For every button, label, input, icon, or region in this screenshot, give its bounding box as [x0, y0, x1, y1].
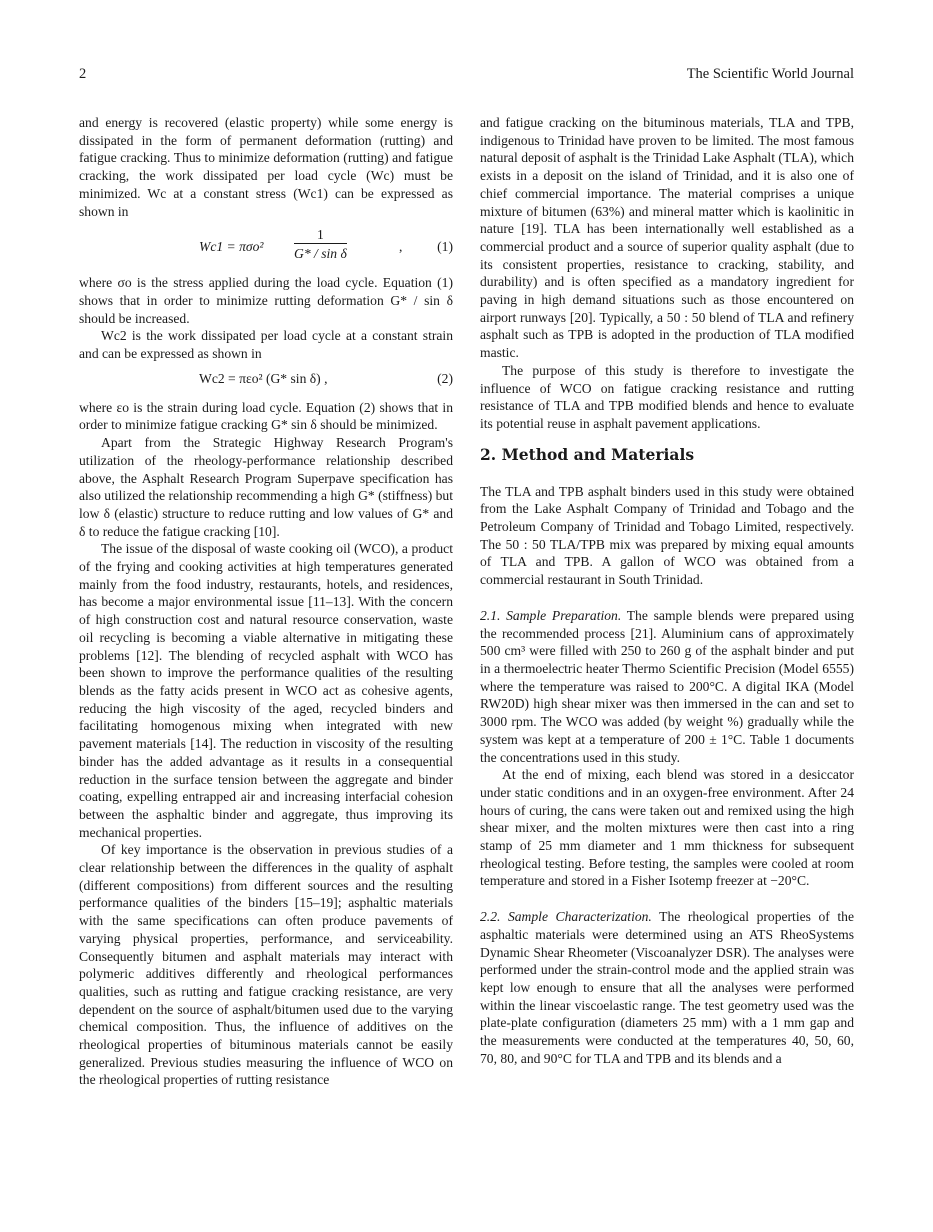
equation-2	[79, 367, 453, 393]
paragraph: and energy is recovered (elastic property) while some energy is dissipated in the form of permanent deformation (rutting) and fatigue cracking. Thus to minimize deformation (rutting) and fatigue cracking, the work dissipated per load cycle (Wc) must be minimized. Wc at a constant stress (Wc1) can be expressed as shown in	[79, 115, 453, 219]
equation-number: (1)	[437, 239, 453, 255]
paragraph: At the end of mixing, each blend was stored in a desiccator under static conditions and in an oxygen-free environment. After 24 hours of curing, the cans were taken out and remixed using the high shear mixer, and the molten mixtures were then cast into a ring stamp of 25 mm diameter and 1 mm thickness for subsequent rheological testing. Before testing, the samples were cooled at room temperature and stored in a Fisher Isotemp freezer at −20°C.	[480, 767, 854, 889]
paragraph: Wc2 is the work dissipated per load cycle at a constant strain and can be expressed as shown in	[79, 328, 453, 362]
equation-lhs: Wc1 = πσo²	[199, 239, 264, 255]
paragraph: Apart from the Strategic Highway Research Program's utilization of the rheology-performance relationship described above, the Asphalt Research Program Superpave specification has also utilized the relationship recommending a high G* (stiffness) but low δ (elastic) structure to reduce rutting and low values of G* and δ to reduce the fatigue cracking [10].	[79, 435, 453, 539]
equation-body: Wc2 = πεo² (G* sin δ) ,	[199, 370, 328, 386]
paragraph: The purpose of this study is therefore to investigate the influence of WCO on fatigue cracking resistance and rutting resistance of TLA and TPB modified blends and hence to evaluate its potential reuse in asphalt pavement applications.	[480, 362, 854, 431]
paragraph: where εo is the strain during load cycle. Equation (2) shows that in order to minimize fatigue cracking G* sin δ should be minimized.	[79, 399, 453, 433]
paragraph: where σo is the stress applied during the load cycle. Equation (1) shows that in order to minimize rutting deformation G* / sin δ should be increased.	[79, 275, 453, 326]
left-column	[79, 114, 453, 1089]
paragraph: The TLA and TPB asphalt binders used in this study were obtained from the Lake Asphalt Company of Trinidad and Tobago and the Petroleum Company of Trinidad and Tobago Limited, respectively. The 50 : 50 TLA/TPB mix was prepared by mixing equal amounts of TLA and TPB. A gallon of WCO was obtained from a commercial restaurant in South Trinidad.	[480, 483, 854, 588]
subsection-title: 2.1. Sample Preparation.	[480, 607, 622, 623]
page-number: 2	[79, 66, 87, 82]
fraction-numerator: 1	[294, 226, 347, 244]
subsection-text: The rheological properties of the asphaltic materials were determined using an ATS RheoSystems Dynamic Shear Rheometer (Viscoanalyzer DSR). The analyses were performed under the strain-control mode and the applied strain was kept low enough to ensure that all the analyses were performed within the linear viscoelastic range. The test geometry used was the plate-plate configuration (diameters 25 mm) with a 1 mm gap and the measurements were conducted at the temperatures 40, 50, 60, 70, 80, and 90°C for TLA and TPB and its blends and a	[480, 909, 855, 1066]
fraction-denominator: G* / sin δ	[294, 246, 347, 262]
equation-number: (2)	[437, 370, 453, 386]
paragraph: The issue of the disposal of waste cooking oil (WCO), a product of the frying and cooking activities at high temperatures generated mainly from the food industry, restaurants, hotels, and residences, has become a major environmental issue [11–13]. With the concern of high construction cost and natural resource conservation, waste oil recycling is becoming a viable alternative in mitigating these problems [12]. The blending of recycled asphalt with WCO has been shown to improve the performance qualities of the resulting blends as the fatty acids present in WCO act as cohesive agents, reducing the high viscosity of the aged, recycled binders and facilitating homogenous mixing when integrated with new pavement materials [14]. The reduction in viscosity of the resulting binder has the added advantage as it results in a consequential reduction in the surface tension between the aggregate and binder coating, expelling entrapped air and increasing interfacial cohesion between the asphaltic binder and aggregate, thus improving its mechanical properties.	[79, 541, 453, 840]
paragraph: and fatigue cracking on the bituminous materials, TLA and TPB, indigenous to Trinidad have proven to be limited. The most famous natural deposit of asphalt is the Trinidad Lake Asphalt (TLA), which exists in a deposit on the island of Trinidad, and it is also one of chief commercial importance. The material comprises a unique mixture of bitumen (63%) and mineral matter which is kaolinitic in nature [19]. TLA has been internationally well established as a commercial product and a source of superior quality asphalt (due to its consistent properties, resistance to cracking, stability, and durability) and is often specified as a mandatory ingredient for paving in high demand situations such as those encountered on airport runways [20]. Typically, a 50 : 50 blend of TLA and refinery asphalt such as TPB is adopted in the production of TLA modified mastic.	[480, 115, 854, 361]
subsection-title: 2.2. Sample Characterization.	[480, 909, 652, 925]
section-heading: 2. Method and Materials	[480, 444, 695, 464]
subsection-paragraph	[480, 908, 854, 1067]
paragraph: Of key importance is the observation in previous studies of a clear relationship between the differences in the quality of asphalt (different compositions) from different sources and the resulting performance qualities of the binders [15–19]; asphaltic materials with the same specifications can often produce pavements of varying physical properties, performance, and serviceability. Consequently bitumen and asphalt materials may interact with polymeric additives differently and rheological performances qualities, such as rutting and fatigue cracking resistance, are very dependent on the source of asphalt/bitumen used due to the varying chemical composition. Thus, the influence of additives on the rheological properties of bituminous materials cannot be easily generalized. Previous studies measuring the influence of WCO on the rheological properties of rutting resistance	[79, 842, 453, 1088]
running-header	[79, 66, 854, 86]
equation-comma: ,	[399, 239, 403, 255]
equation-1	[79, 226, 453, 270]
equation-fraction	[294, 226, 347, 263]
subsection-text: The sample blends were prepared using the recommended process [21]. Aluminium cans of approximately 500 cm³ were filled with 250 to 260 g of the asphalt binder and put in a thermoelectric heater Thermo Scientific Precision (Model 6555) where the temperature was raised to 200°C. A digital IKA (Model RW20D) high shear mixer was then immersed in the can and set to 3000 rpm. The WCO was added (by weight %) gradually while the system was kept at a temperature of 200 ± 1°C. Table 1 documents the concentrations used in this study.	[480, 607, 854, 765]
journal-title: The Scientific World Journal	[686, 66, 854, 82]
right-column	[480, 114, 854, 1067]
subsection-paragraph	[480, 607, 854, 766]
